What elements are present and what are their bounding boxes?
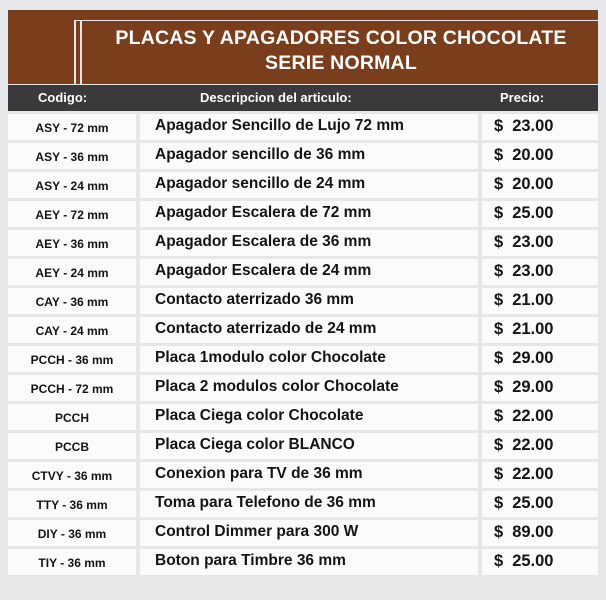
currency-symbol: $: [494, 436, 504, 454]
table-row: [0, 549, 606, 575]
price-value: 20.00: [512, 146, 554, 164]
item-price: [494, 175, 553, 194]
item-code: PCCH - 36 mm: [30, 353, 114, 367]
item-description: Apagador Escalera de 72 mm: [155, 204, 372, 221]
title-line-1: PLACAS Y APAGADORES COLOR CHOCOLATE: [115, 27, 567, 49]
price-value: 21.00: [512, 291, 554, 309]
item-description: Contacto aterrizado 36 mm: [155, 291, 354, 308]
currency-symbol: $: [494, 523, 504, 541]
price-value: 20.00: [512, 175, 554, 193]
price-value: 23.00: [512, 262, 554, 280]
table-row: [0, 143, 606, 169]
item-code: DIY - 36 mm: [37, 527, 107, 541]
table-row: [0, 520, 606, 546]
price-value: 29.00: [512, 349, 554, 367]
table-row: [0, 288, 606, 314]
table-row: [0, 172, 606, 198]
price-value: 22.00: [512, 465, 554, 483]
column-header-price: Precio:: [500, 90, 545, 105]
table-row: [0, 462, 606, 488]
price-value: 22.00: [512, 407, 554, 425]
item-code: ASY - 36 mm: [35, 150, 109, 164]
currency-symbol: $: [494, 349, 504, 367]
item-description: Apagador Escalera de 24 mm: [155, 262, 372, 279]
title-line-2: SERIE NORMAL: [265, 52, 417, 74]
item-code: AEY - 24 mm: [35, 266, 109, 280]
price-value: 25.00: [512, 552, 554, 570]
item-description: Contacto aterrizado de 24 mm: [155, 320, 377, 337]
item-code: PCCH - 72 mm: [30, 382, 114, 396]
table-row: [0, 375, 606, 401]
item-price: [494, 146, 553, 165]
table-row: [0, 201, 606, 227]
currency-symbol: $: [494, 378, 504, 396]
price-value: 29.00: [512, 378, 554, 396]
column-header-description: Descripcion del articulo:: [200, 90, 352, 105]
item-code: CAY - 36 mm: [35, 295, 109, 309]
item-description: Apagador Sencillo de Lujo 72 mm: [155, 117, 404, 134]
item-code: AEY - 72 mm: [35, 208, 109, 222]
item-description: Placa Ciega color BLANCO: [155, 436, 355, 453]
item-description: Conexion para TV de 36 mm: [155, 465, 363, 482]
item-description: Control Dimmer para 300 W: [155, 523, 359, 540]
table-row: [0, 230, 606, 256]
item-description: Boton para Timbre 36 mm: [155, 552, 346, 569]
price-value: 23.00: [512, 233, 554, 251]
item-table: [0, 114, 606, 578]
currency-symbol: $: [494, 233, 504, 251]
price-value: 25.00: [512, 494, 554, 512]
item-price: [494, 117, 553, 136]
item-code: TTY - 36 mm: [36, 498, 108, 512]
item-code: CAY - 24 mm: [35, 324, 109, 338]
table-row: [0, 346, 606, 372]
currency-symbol: $: [494, 465, 504, 483]
currency-symbol: $: [494, 175, 504, 193]
item-price: [494, 233, 553, 252]
table-row: [0, 404, 606, 430]
item-price: [494, 204, 553, 223]
item-code: TIY - 36 mm: [38, 556, 106, 570]
brand-swatch: [8, 10, 72, 84]
currency-symbol: $: [494, 146, 504, 164]
price-value: 89.00: [512, 523, 554, 541]
item-description: Toma para Telefono de 36 mm: [155, 494, 376, 511]
item-price: [494, 465, 553, 484]
item-code: PCCH: [54, 411, 89, 425]
currency-symbol: $: [494, 407, 504, 425]
item-price: [494, 552, 553, 571]
title-banner: [8, 10, 598, 84]
currency-symbol: $: [494, 204, 504, 222]
table-row: [0, 259, 606, 285]
banner-divider-inner: [80, 20, 82, 84]
item-price: [494, 349, 553, 368]
item-price: [494, 523, 553, 542]
page-title: [86, 26, 596, 76]
item-description: Apagador sencillo de 24 mm: [155, 175, 366, 192]
item-code: CTVY - 36 mm: [31, 469, 113, 483]
item-price: [494, 378, 553, 397]
item-description: Apagador Escalera de 36 mm: [155, 233, 372, 250]
currency-symbol: $: [494, 320, 504, 338]
currency-symbol: $: [494, 117, 504, 135]
item-price: [494, 436, 553, 455]
item-description: Placa 1modulo color Chocolate: [155, 349, 386, 366]
table-row: [0, 433, 606, 459]
table-row: [0, 491, 606, 517]
item-code: ASY - 24 mm: [35, 179, 109, 193]
price-value: 25.00: [512, 204, 554, 222]
table-row: [0, 114, 606, 140]
item-code: PCCB: [54, 440, 89, 454]
currency-symbol: $: [494, 494, 504, 512]
table-row: [0, 317, 606, 343]
currency-symbol: $: [494, 552, 504, 570]
item-description: Apagador sencillo de 36 mm: [155, 146, 366, 163]
item-description: Placa 2 modulos color Chocolate: [155, 378, 399, 395]
item-description: Placa Ciega color Chocolate: [155, 407, 364, 424]
item-code: ASY - 72 mm: [35, 121, 109, 135]
price-value: 21.00: [512, 320, 554, 338]
column-header-code: Codigo:: [38, 90, 88, 105]
currency-symbol: $: [494, 262, 504, 280]
price-value: 22.00: [512, 436, 554, 454]
banner-top-line: [74, 20, 598, 21]
item-price: [494, 494, 553, 513]
item-code: AEY - 36 mm: [35, 237, 109, 251]
item-price: [494, 262, 553, 281]
price-value: 23.00: [512, 117, 554, 135]
column-header-bar: [8, 85, 598, 111]
item-price: [494, 320, 553, 339]
item-price: [494, 407, 553, 426]
currency-symbol: $: [494, 291, 504, 309]
item-price: [494, 291, 553, 310]
banner-divider: [74, 20, 76, 84]
